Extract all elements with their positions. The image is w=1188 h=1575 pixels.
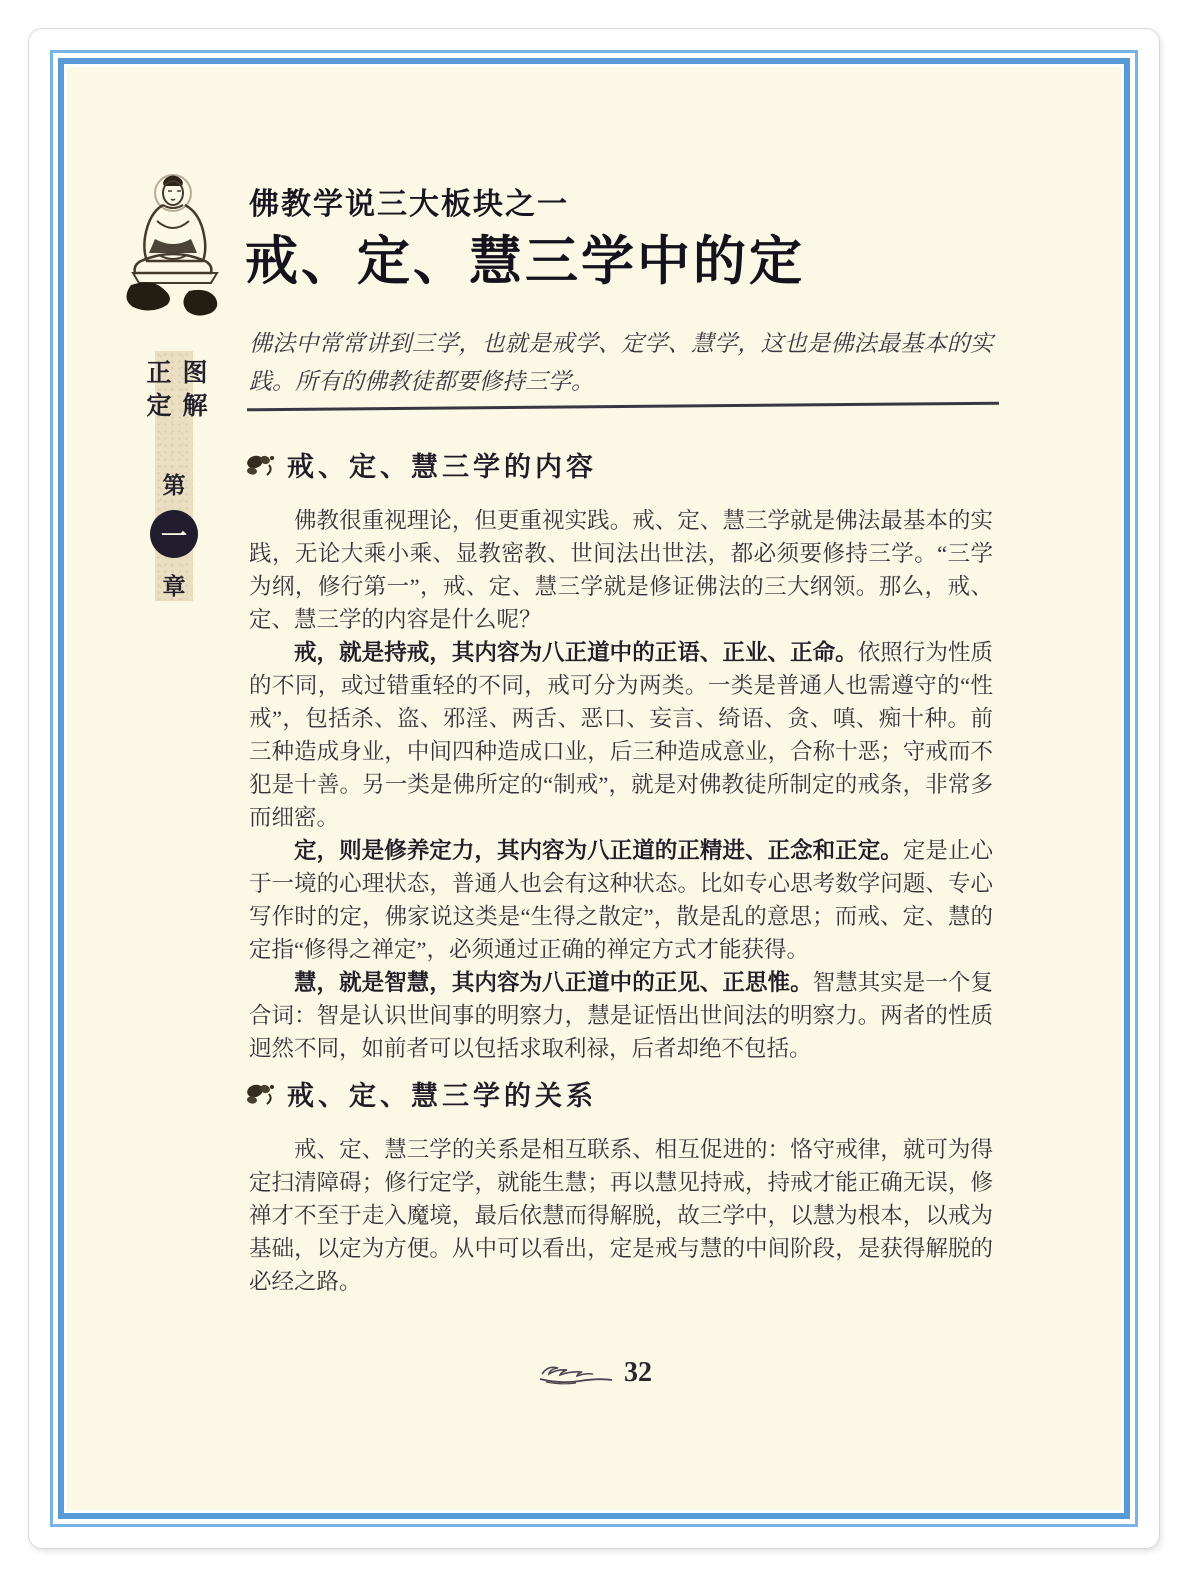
section-kicker: 佛教学说三大板块之一 xyxy=(249,188,569,221)
paragraph xyxy=(249,1133,993,1298)
page-content-area xyxy=(67,67,1121,1510)
paragraph-lead: 戒，就是持戒，其内容为八正道中的正语、正业、正命。 xyxy=(294,640,858,665)
paragraph-text: 佛教很重视理论，但更重视实践。戒、定、慧三学就是佛法最基本的实践，无论大乘小乘、显教密教、世间法出世法，都必须要修持三学。“三学为纲，修行第一”，戒、定、慧三学就是修证佛法的三大纲领。那么，戒、定、慧三学的内容是什么呢？ xyxy=(249,508,993,632)
page-title: 戒、定、慧三学中的定 xyxy=(245,233,805,291)
main-content xyxy=(249,447,993,1298)
seated-buddha-icon xyxy=(111,165,239,330)
chapter-number-badge xyxy=(150,510,198,558)
chapter-prefix: 第 xyxy=(162,473,186,498)
paragraph-text: 定是止心于一境的心理状态，普通人也会有这种状态。比如专心思考数学问题、专心写作时的定，佛家说这类是“生得之散定”，散是乱的意思；而戒、定、慧的定指“修得之禅定”，必须通过正确的禅定方式才能获得。 xyxy=(249,838,993,962)
paragraph-text: 智慧其实是一个复合词：智是认识世间事的明察力，慧是证悟出世间法的明察力。两者的性质迥然不同，如前者可以包括求取利禄，后者却绝不包括。 xyxy=(249,970,993,1061)
section-heading-2 xyxy=(249,1076,993,1116)
section-heading-text: 戒、定、慧三学的关系 xyxy=(287,1081,597,1111)
paragraph xyxy=(249,504,993,636)
page-number: 32 xyxy=(624,1357,652,1388)
paragraph-text: 戒、定、慧三学的关系是相互联系、相互促进的：恪守戒律，就可为得定扫清障碍；修行定学，就能生慧；再以慧见持戒，持戒才能正确无误，修禅才不至于走入魔境，最后依慧而得解脱，故三学中，以慧为根本，以戒为基础，以定为方便。从中可以看出，定是戒与慧的中间阶段，是获得解脱的必经之路。 xyxy=(249,1137,993,1294)
chapter-number: 一 xyxy=(160,521,187,551)
intro-paragraph: 佛法中常常讲到三学，也就是戒学、定学、慧学，这也是佛法最基本的实践。所有的佛教徒都要修持三学。 xyxy=(249,331,993,394)
paragraph xyxy=(249,636,993,834)
paragraph xyxy=(249,966,993,1065)
lotus-brush-icon xyxy=(245,452,279,482)
cloud-flourish-icon xyxy=(536,1360,614,1386)
page-footer xyxy=(67,1357,1121,1389)
paragraph-lead: 定，则是修养定力，其内容为八正道的正精进、正念和正定。 xyxy=(294,838,903,863)
book-series-title: 图解正定 xyxy=(143,359,206,425)
lotus-brush-icon xyxy=(245,1081,279,1111)
paragraph xyxy=(249,834,993,966)
paragraph-text: 依照行为性质的不同，或过错重轻的不同，戒可分为两类。一类是普通人也需遵守的“性戒”，包括杀、盗、邪淫、两舌、恶口、妄言、绮语、贪、嗔、痴十种。前三种造成身业，中间四种造成口业，后三种造成意业，合称十恶；守戒而不犯是十善。另一类是佛所定的“制戒”，就是对佛教徒所制定的戒条，非常多而细密。 xyxy=(249,640,993,830)
paragraph-lead: 慧，就是智慧，其内容为八正道中的正见、正思惟。 xyxy=(294,970,813,995)
divider-rule xyxy=(247,402,999,412)
chapter-suffix: 章 xyxy=(162,574,186,599)
section-heading-1 xyxy=(249,447,993,487)
section-heading-text: 戒、定、慧三学的内容 xyxy=(287,452,597,482)
book-page-card xyxy=(28,28,1160,1549)
chapter-sidebar xyxy=(143,351,206,601)
